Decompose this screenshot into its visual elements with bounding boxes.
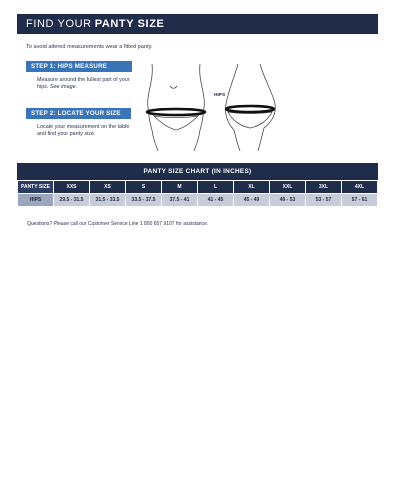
step-2-instructions: Locate your measurement on the table and find your panty size. [37, 124, 130, 137]
title-part-1: FIND YOUR [26, 18, 92, 30]
hips-row [18, 194, 378, 207]
size-chart-title: PANTY SIZE CHART (IN INCHES) [17, 163, 378, 180]
size-cell: 3XL [306, 181, 342, 194]
hips-cell: 49 - 53 [270, 194, 306, 207]
size-cell: XL [234, 181, 270, 194]
panty-size-header: PANTY SIZE [18, 181, 54, 194]
size-cell: XXS [54, 181, 90, 194]
hips-cell: 41 - 45 [198, 194, 234, 207]
hips-cell: 29.5 - 31.5 [54, 194, 90, 207]
step-2-heading: STEP 2: LOCATE YOUR SIZE [26, 108, 131, 119]
size-cell: M [162, 181, 198, 194]
size-cell: XS [90, 181, 126, 194]
hips-label: HIPS [214, 93, 226, 98]
step-1-text: Measure around the fullest part of your hips. [37, 77, 130, 90]
side-measuring-tape [226, 106, 274, 112]
size-cell: L [198, 181, 234, 194]
hips-cell: 37.5 - 41 [162, 194, 198, 207]
hips-cell: 33.5 - 37.5 [126, 194, 162, 207]
front-figure [148, 64, 205, 151]
title-part-2: PANTY SIZE [94, 18, 165, 30]
step-1-instructions [37, 77, 137, 91]
see-image-note: See image. [49, 84, 78, 90]
front-measuring-tape [147, 109, 205, 115]
size-cell: 4XL [342, 181, 378, 194]
size-chart-table [17, 180, 378, 207]
hips-row-label: HIPS [18, 194, 54, 207]
hips-cell: 45 - 49 [234, 194, 270, 207]
size-cell: S [126, 181, 162, 194]
hips-cell: 53 - 57 [306, 194, 342, 207]
step-1-heading: STEP 1: HIPS MEASURE [26, 61, 132, 72]
size-cell: XXL [270, 181, 306, 194]
sizes-row [18, 181, 378, 194]
hips-cell: 57 - 61 [342, 194, 378, 207]
customer-service-note: Questions? Please call our Customer Service Line 1 800 657 9107 for assistance. [27, 221, 209, 227]
page-title [17, 14, 378, 34]
intro-text: To avoid altered measurements wear a fitted panty. [26, 44, 153, 50]
hips-cell: 31.5 - 33.5 [90, 194, 126, 207]
hips-measure-illustration [142, 56, 282, 151]
